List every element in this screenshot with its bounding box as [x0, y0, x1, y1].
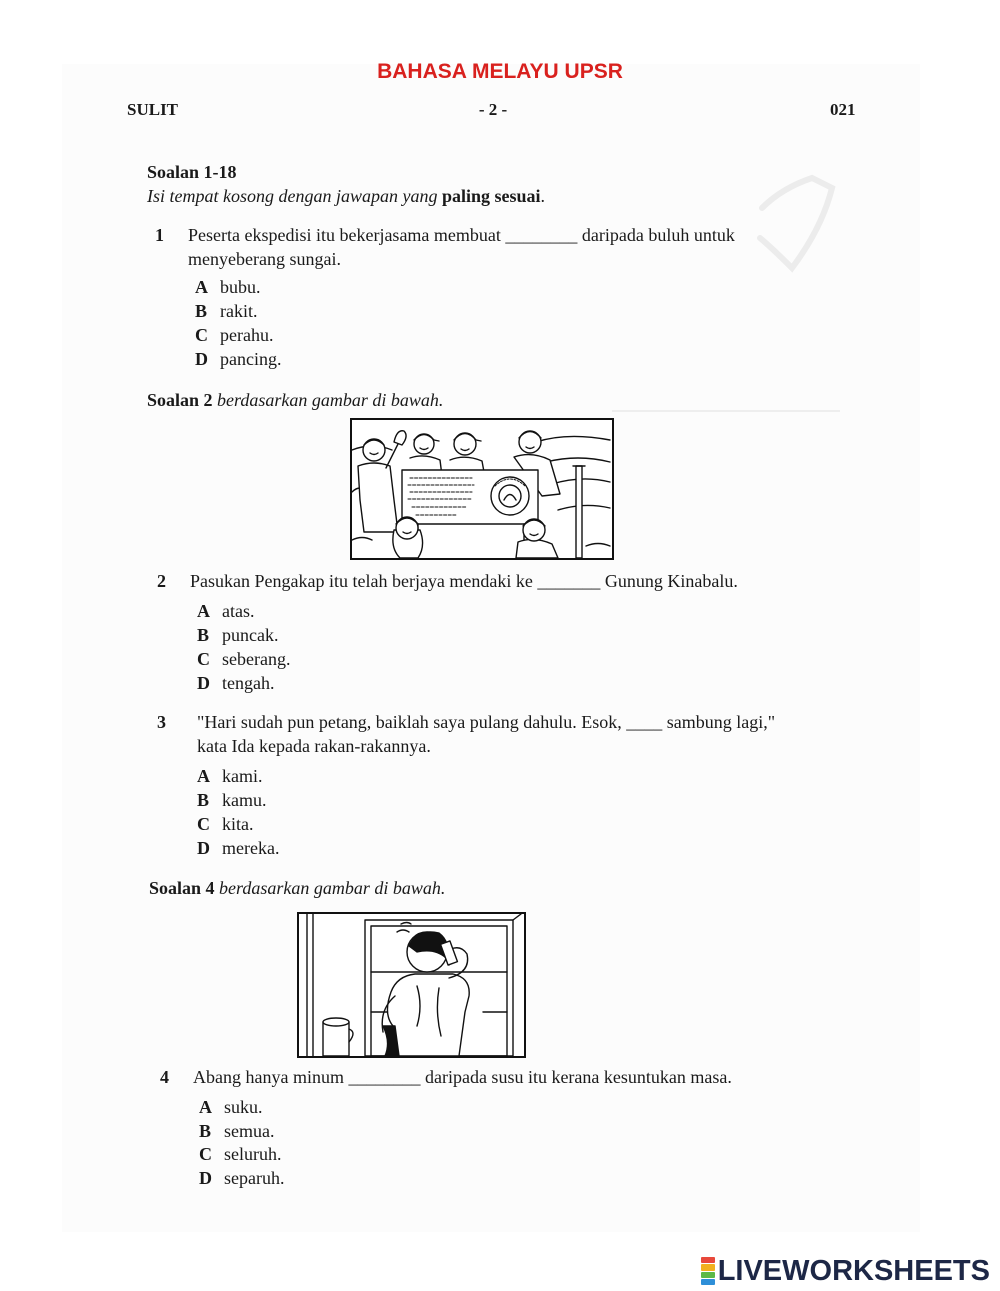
- instruction-bold: paling sesuai: [441, 186, 541, 206]
- scan-artifact-check: [752, 168, 842, 286]
- option-letter: A: [197, 766, 210, 786]
- option-text: pancing.: [220, 349, 282, 369]
- question-2-option-b: [197, 624, 278, 646]
- liveworksheets-logo: [701, 1254, 990, 1288]
- option-text: perahu.: [220, 325, 274, 345]
- instruction-end: .: [540, 186, 546, 206]
- page-banner: BAHASA MELAYU UPSR: [377, 60, 623, 83]
- option-text: atas.: [222, 601, 255, 621]
- option-letter: B: [197, 790, 210, 810]
- question-4-option-a: [199, 1096, 263, 1118]
- question-1-option-b: [195, 300, 258, 322]
- option-letter: D: [197, 838, 210, 858]
- question-2-option-c: [197, 648, 290, 670]
- question-3-text-line-1: "Hari sudah pun petang, baiklah saya pulang dahulu. Esok, ____ sambung lagi,": [197, 712, 776, 732]
- instruction-text: Isi tempat kosong dengan jawapan yang: [147, 186, 438, 206]
- caption-italic: berdasarkan gambar di bawah.: [217, 390, 444, 410]
- scan-artifact: [612, 410, 840, 412]
- page-number: - 2 -: [478, 100, 508, 119]
- option-letter: C: [197, 814, 210, 834]
- header-sulit: SULIT: [127, 100, 179, 119]
- question-3-option-d: [197, 837, 279, 859]
- question-2-number: 2: [157, 571, 166, 591]
- question-4-option-b: [199, 1120, 274, 1142]
- paper-code: 021: [830, 100, 856, 119]
- question-4-option-c: [199, 1143, 282, 1165]
- option-letter: A: [197, 601, 210, 621]
- option-letter: B: [199, 1121, 212, 1141]
- option-letter: C: [195, 325, 208, 345]
- question-3-option-b: [197, 789, 267, 811]
- question-4-number: 4: [160, 1067, 169, 1087]
- option-text: kamu.: [222, 790, 267, 810]
- option-letter: B: [197, 625, 210, 645]
- option-text: rakit.: [220, 301, 258, 321]
- logo-block: [701, 1257, 715, 1263]
- scouts-at-summit-picture: [350, 418, 614, 560]
- man-drinking-at-fridge-picture: [297, 912, 526, 1058]
- option-text: tengah.: [222, 673, 275, 693]
- caption-italic: berdasarkan gambar di bawah.: [219, 878, 446, 898]
- option-text: bubu.: [220, 277, 261, 297]
- option-text: suku.: [224, 1097, 263, 1117]
- option-letter: D: [197, 673, 210, 693]
- question-3-option-c: [197, 813, 254, 835]
- option-text: separuh.: [224, 1168, 285, 1188]
- question-1-option-a: [195, 276, 261, 298]
- question-1-option-d: [195, 348, 281, 370]
- logo-block: [701, 1279, 715, 1285]
- question-4-text-line-1: Abang hanya minum ________ daripada susu itu kerana kesuntukan masa.: [193, 1067, 732, 1087]
- question-1-option-c: [195, 324, 273, 346]
- question-4-caption: [149, 877, 445, 899]
- option-text: mereka.: [222, 838, 280, 858]
- question-1-text-line-2: menyeberang sungai.: [188, 249, 341, 269]
- question-1-number: 1: [155, 225, 164, 245]
- caption-bold: Soalan 4: [149, 878, 215, 898]
- question-2-caption: [147, 389, 443, 411]
- caption-bold: Soalan 2: [147, 390, 213, 410]
- logo-block: [701, 1264, 715, 1270]
- option-letter: A: [195, 277, 208, 297]
- option-text: seluruh.: [224, 1144, 282, 1164]
- question-3-option-a: [197, 765, 263, 787]
- option-text: semua.: [224, 1121, 275, 1141]
- question-4-option-d: [199, 1167, 284, 1189]
- logo-block: [701, 1272, 715, 1278]
- question-1-text-line-1: Peserta ekspedisi itu bekerjasama membuat ________ daripada buluh untuk: [188, 225, 735, 245]
- option-text: seberang.: [222, 649, 291, 669]
- question-3-number: 3: [157, 712, 166, 732]
- option-letter: B: [195, 301, 208, 321]
- option-text: kami.: [222, 766, 263, 786]
- question-2-option-a: [197, 600, 254, 622]
- logo-text: LIVEWORKSHEETS: [717, 1255, 990, 1287]
- option-letter: A: [199, 1097, 212, 1117]
- option-text: kita.: [222, 814, 254, 834]
- option-text: puncak.: [222, 625, 279, 645]
- section-title: Soalan 1-18: [147, 162, 237, 182]
- option-letter: C: [199, 1144, 212, 1164]
- section-instruction: [147, 185, 545, 207]
- question-3-text-line-2: kata Ida kepada rakan-rakannya.: [197, 736, 431, 756]
- option-letter: D: [199, 1168, 212, 1188]
- question-2-text-line-1: Pasukan Pengakap itu telah berjaya mendaki ke _______ Gunung Kinabalu.: [190, 571, 738, 591]
- option-letter: C: [197, 649, 210, 669]
- liveworksheets-logo-icon: [701, 1257, 715, 1285]
- question-2-option-d: [197, 672, 274, 694]
- option-letter: D: [195, 349, 208, 369]
